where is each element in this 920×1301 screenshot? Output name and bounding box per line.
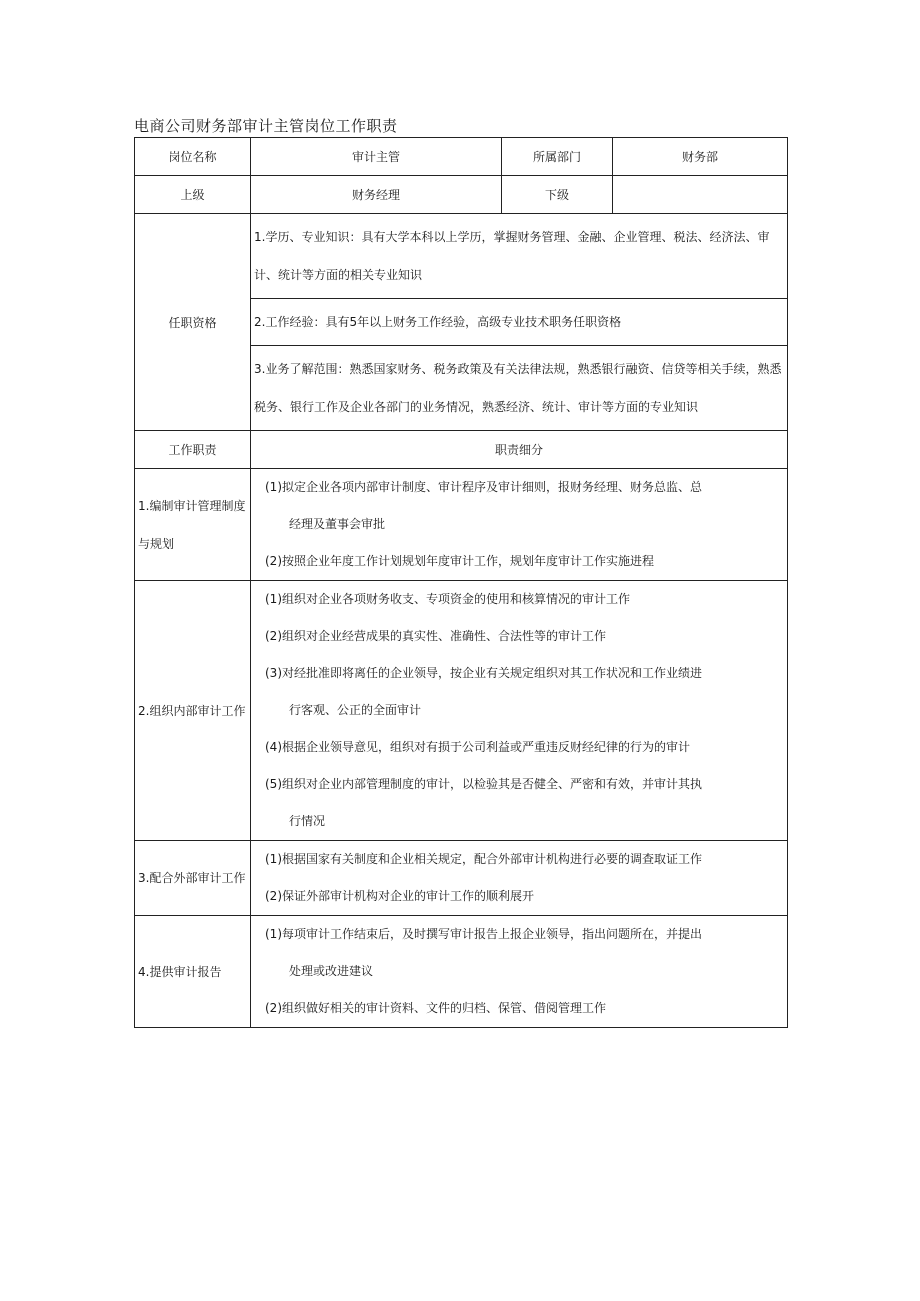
duty-row (135, 581, 788, 841)
duty-item: (1)拟定企业各项内部审计制度、审计程序及审计细则，报财务经理、财务总监、总 (265, 480, 703, 494)
duty-item: (1)每项审计工作结束后，及时撰写审计报告上报企业领导，指出问题所在，并提出 (265, 927, 703, 941)
department-label: 所属部门 (502, 138, 613, 176)
superior-label: 上级 (135, 176, 251, 214)
duty-details (251, 841, 788, 916)
duty-row (135, 916, 788, 1028)
duty-details (251, 469, 788, 581)
qualifications-cell (251, 214, 788, 431)
duty-row (135, 469, 788, 581)
qualification-item: 2.工作经验：具有5年以上财务工作经验，高级专业技术职务任职资格 (251, 299, 787, 346)
qualification-item: 1.学历、专业知识：具有大学本科以上学历，掌握财务管理、金融、企业管理、税法、经济法、审计、统计等方面的相关专业知识 (251, 214, 787, 299)
department-value: 财务部 (613, 138, 788, 176)
document-title: 电商公司财务部审计主管岗位工作职责 (134, 117, 398, 135)
qualifications-row (135, 214, 788, 431)
duty-item-continuation: 行客观、公正的全面审计 (289, 703, 422, 717)
qualifications-label: 任职资格 (135, 214, 251, 431)
superior-value: 财务经理 (251, 176, 502, 214)
subordinate-value (613, 176, 788, 214)
duty-item: (2)组织做好相关的审计资料、文件的归档、保管、借阅管理工作 (265, 1001, 607, 1015)
duties-header-right: 职责细分 (251, 431, 788, 469)
duty-row (135, 841, 788, 916)
position-row (135, 138, 788, 176)
duty-item: (1)组织对企业各项财务收支、专项资金的使用和核算情况的审计工作 (265, 592, 631, 606)
duty-item-continuation: 经理及董事会审批 (289, 517, 386, 531)
duty-name: 2.组织内部审计工作 (135, 581, 251, 841)
reporting-row (135, 176, 788, 214)
duties-header-row (135, 431, 788, 469)
duty-item: (2)保证外部审计机构对企业的审计工作的顺利展开 (265, 889, 534, 903)
duties-header-left: 工作职责 (135, 431, 251, 469)
duty-item: (1)根据国家有关制度和企业相关规定，配合外部审计机构进行必要的调查取证工作 (265, 852, 703, 866)
duty-item: (5)组织对企业内部管理制度的审计，以检验其是否健全、严密和有效，并审计其执 (265, 777, 703, 791)
duty-item: (3)对经批准即将离任的企业领导，按企业有关规定组织对其工作状况和工作业绩进 (265, 666, 703, 680)
duty-item: (4)根据企业领导意见，组织对有损于公司利益或严重违反财经纪律的行为的审计 (265, 740, 691, 754)
duty-details (251, 581, 788, 841)
job-description-table (134, 137, 788, 1028)
position-value: 审计主管 (251, 138, 502, 176)
duty-item-continuation: 处理或改进建议 (289, 964, 374, 978)
qualification-item: 3.业务了解范围：熟悉国家财务、税务政策及有关法律法规，熟悉银行融资、信贷等相关手续，熟悉税务、银行工作及企业各部门的业务情况，熟悉经济、统计、审计等方面的专业知识 (254, 362, 782, 414)
duty-item: (2)按照企业年度工作计划规划年度审计工作，规划年度审计工作实施进程 (265, 554, 655, 568)
duty-details (251, 916, 788, 1028)
position-label: 岗位名称 (135, 138, 251, 176)
duty-name: 3.配合外部审计工作 (135, 841, 251, 916)
duty-item: (2)组织对企业经营成果的真实性、准确性、合法性等的审计工作 (265, 629, 607, 643)
subordinate-label: 下级 (502, 176, 613, 214)
duty-name: 1.编制审计管理制度与规划 (135, 469, 251, 581)
duty-name: 4.提供审计报告 (135, 916, 251, 1028)
duty-item-continuation: 行情况 (289, 814, 326, 828)
